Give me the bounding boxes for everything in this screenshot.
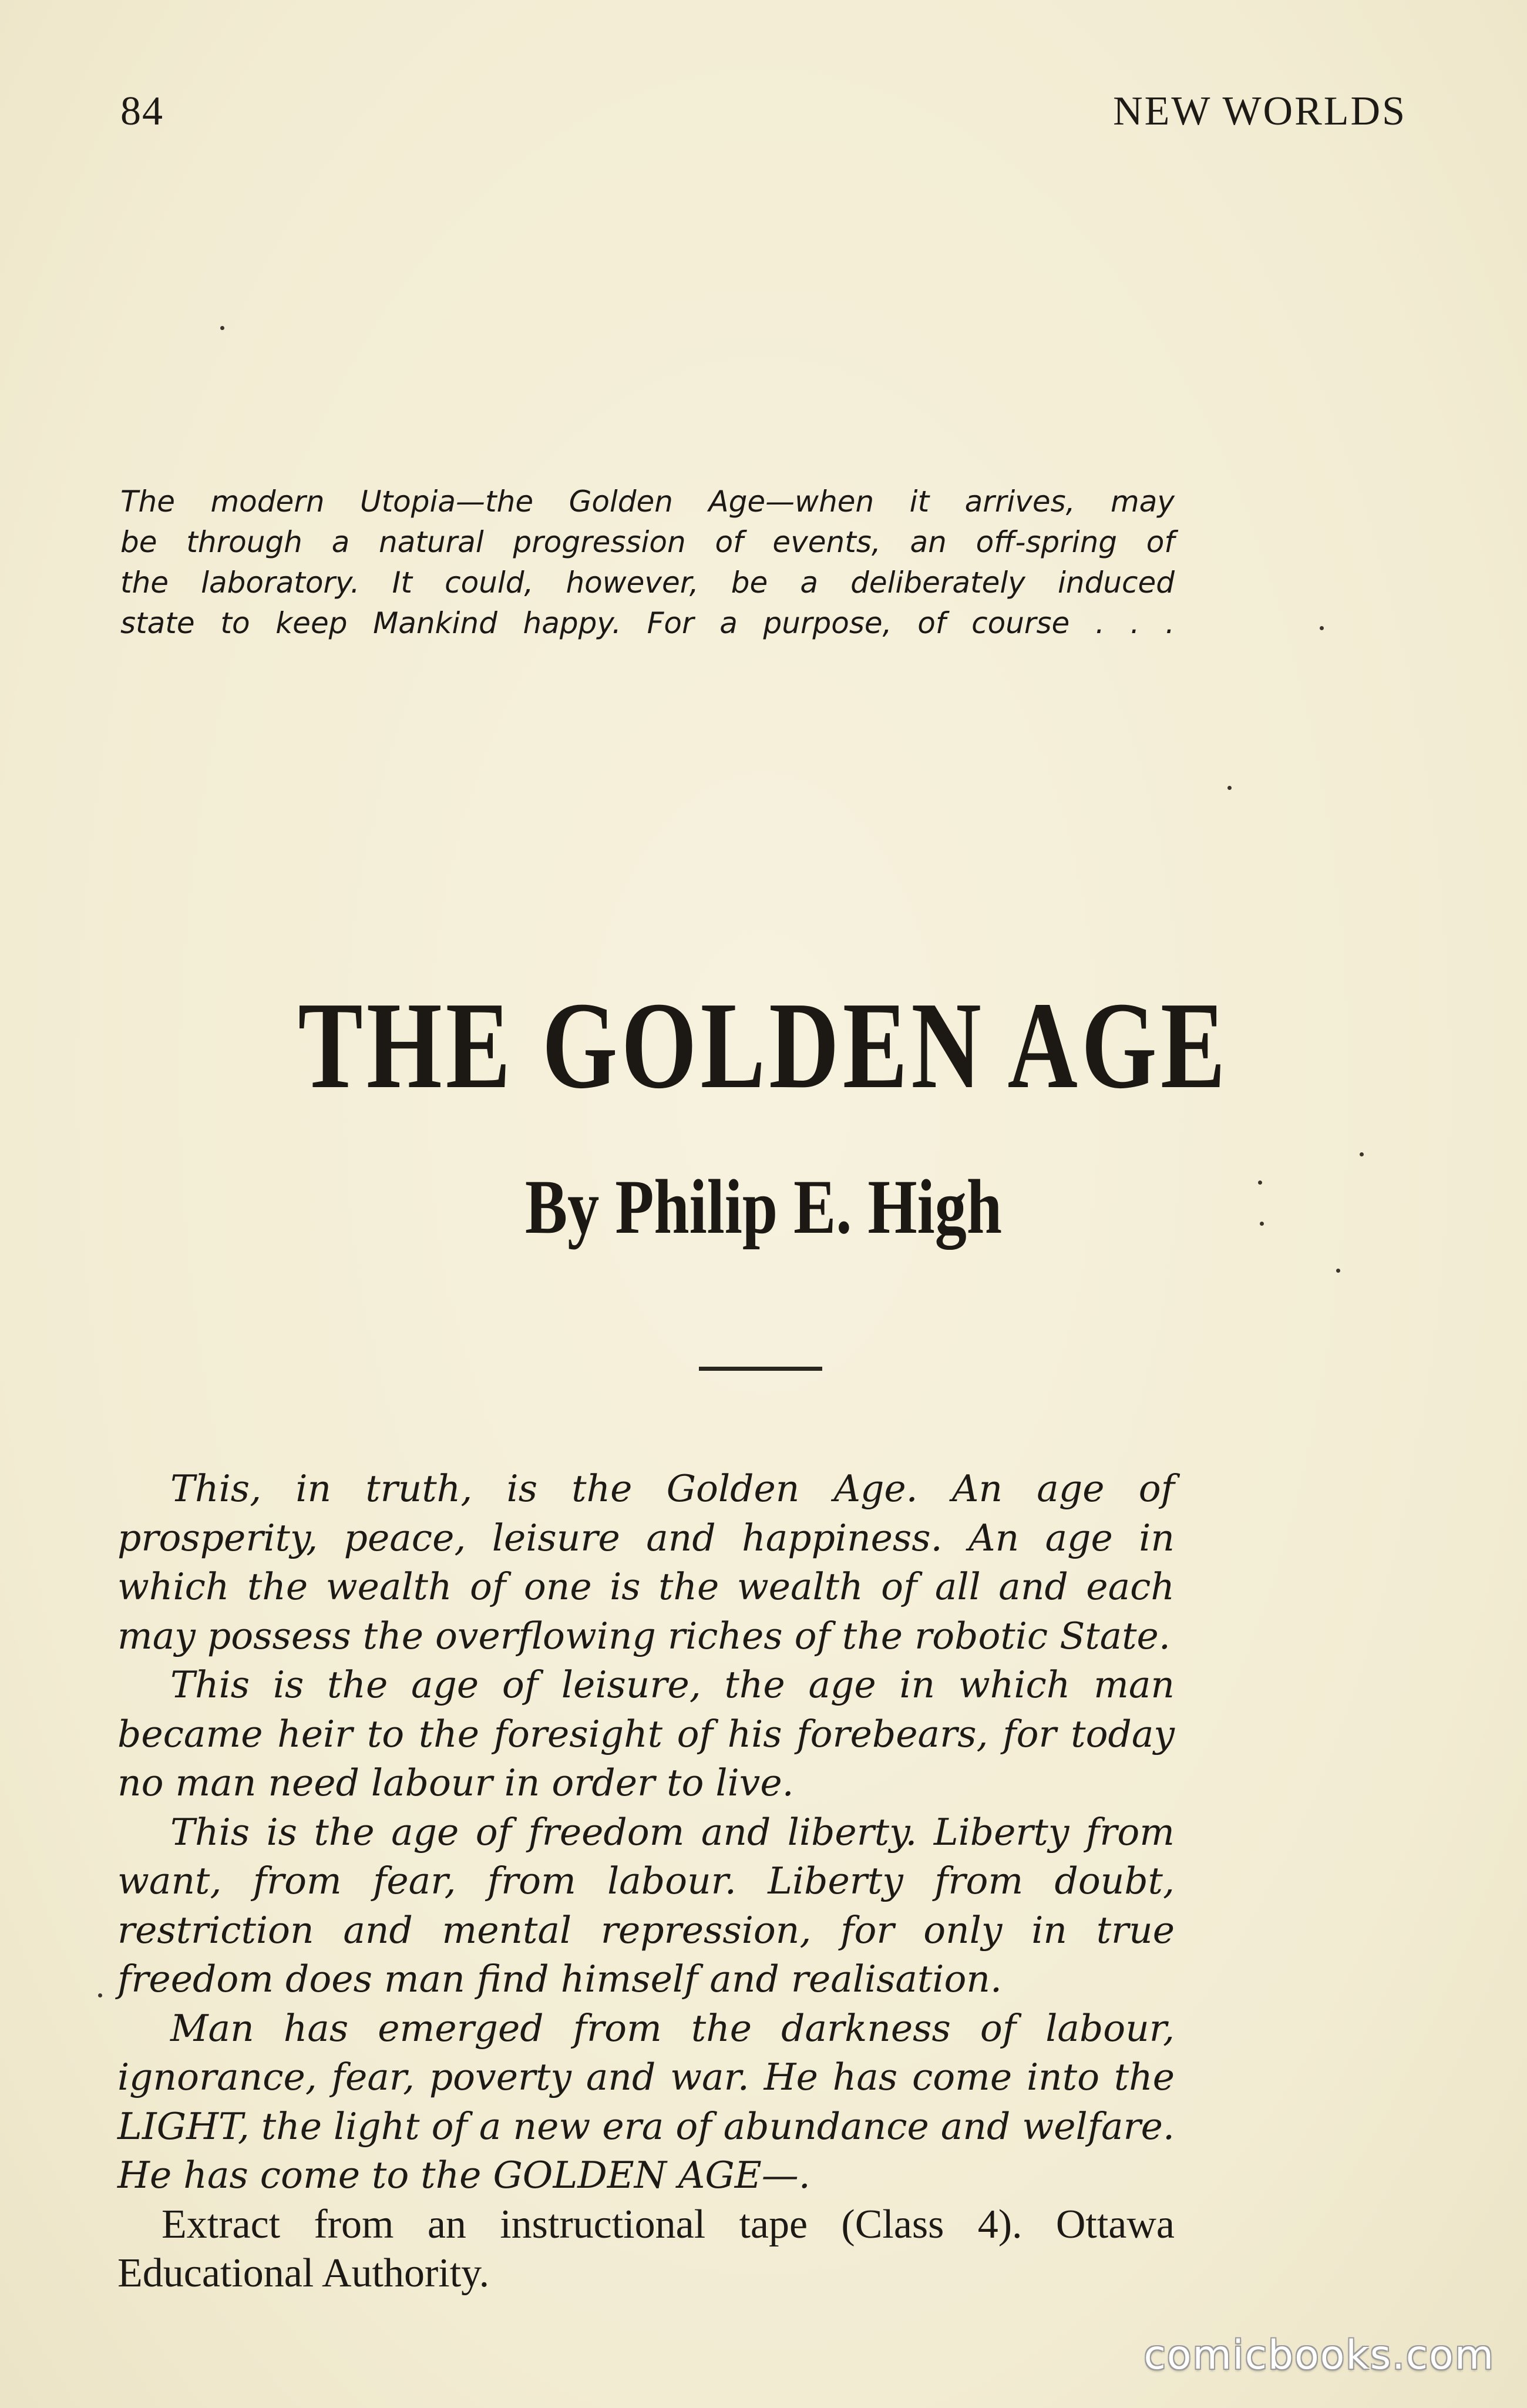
magazine-name: NEW WORLDS — [1113, 89, 1407, 134]
paper-speck — [1336, 1269, 1340, 1273]
paper-speck — [1320, 626, 1324, 630]
epigraph-paragraph: This is the age of freedom and liberty. Liberty from want, from fear, from labour. Liberty from doubt, restriction and mental repression, for only in true freedom does man find himself and realisation. — [117, 1810, 1175, 2000]
epigraph-paragraph: This, in truth, is the Golden Age. An age of prosperity, peace, leisure and happiness. An age in which the wealth of one is the wealth of all and each may possess the overflowing riches of the robotic State. — [117, 1467, 1175, 1657]
story-byline: By Philip E. High — [524, 1163, 1003, 1250]
epigraph-source: Extract from an instructional tape (Class 4). Ottawa Educational Authority. — [117, 2201, 1175, 2296]
page-number: 84 — [120, 89, 164, 134]
story-title: THE GOLDEN AGE — [298, 976, 1229, 1114]
epigraph — [117, 1464, 1175, 2298]
paper-speck — [98, 1993, 102, 1997]
paper-speck — [1258, 1181, 1262, 1185]
blurb-line: be through a natural progression of events, an off-spring of — [120, 525, 1175, 559]
blurb-line: state to keep Mankind happy. For a purpose, of course . . . — [120, 606, 1175, 640]
epigraph-paragraph: This is the age of leisure, the age in which man became heir to the foresight of his forebears, for today no man need labour in order to live. — [117, 1663, 1175, 1804]
blurb-line: The modern Utopia—the Golden Age—when it arrives, may — [120, 485, 1175, 519]
story-blurb — [120, 482, 1175, 644]
section-divider — [699, 1367, 822, 1371]
running-head — [120, 88, 1407, 153]
watermark: comicbooks.com — [1143, 2332, 1495, 2379]
blurb-line: the laboratory. It could, however, be a deliberately induced — [120, 566, 1175, 600]
paper-speck — [220, 326, 224, 330]
epigraph-paragraph: Man has emerged from the darkness of labour, ignorance, fear, poverty and war. He has come into the LIGHT, the light of a new era of abundance and welfare. He has come to the GOLDEN AGE—. — [117, 2006, 1175, 2197]
paper-speck — [1360, 1152, 1364, 1156]
paper-speck — [1260, 1222, 1264, 1226]
paper-speck — [1227, 786, 1232, 790]
